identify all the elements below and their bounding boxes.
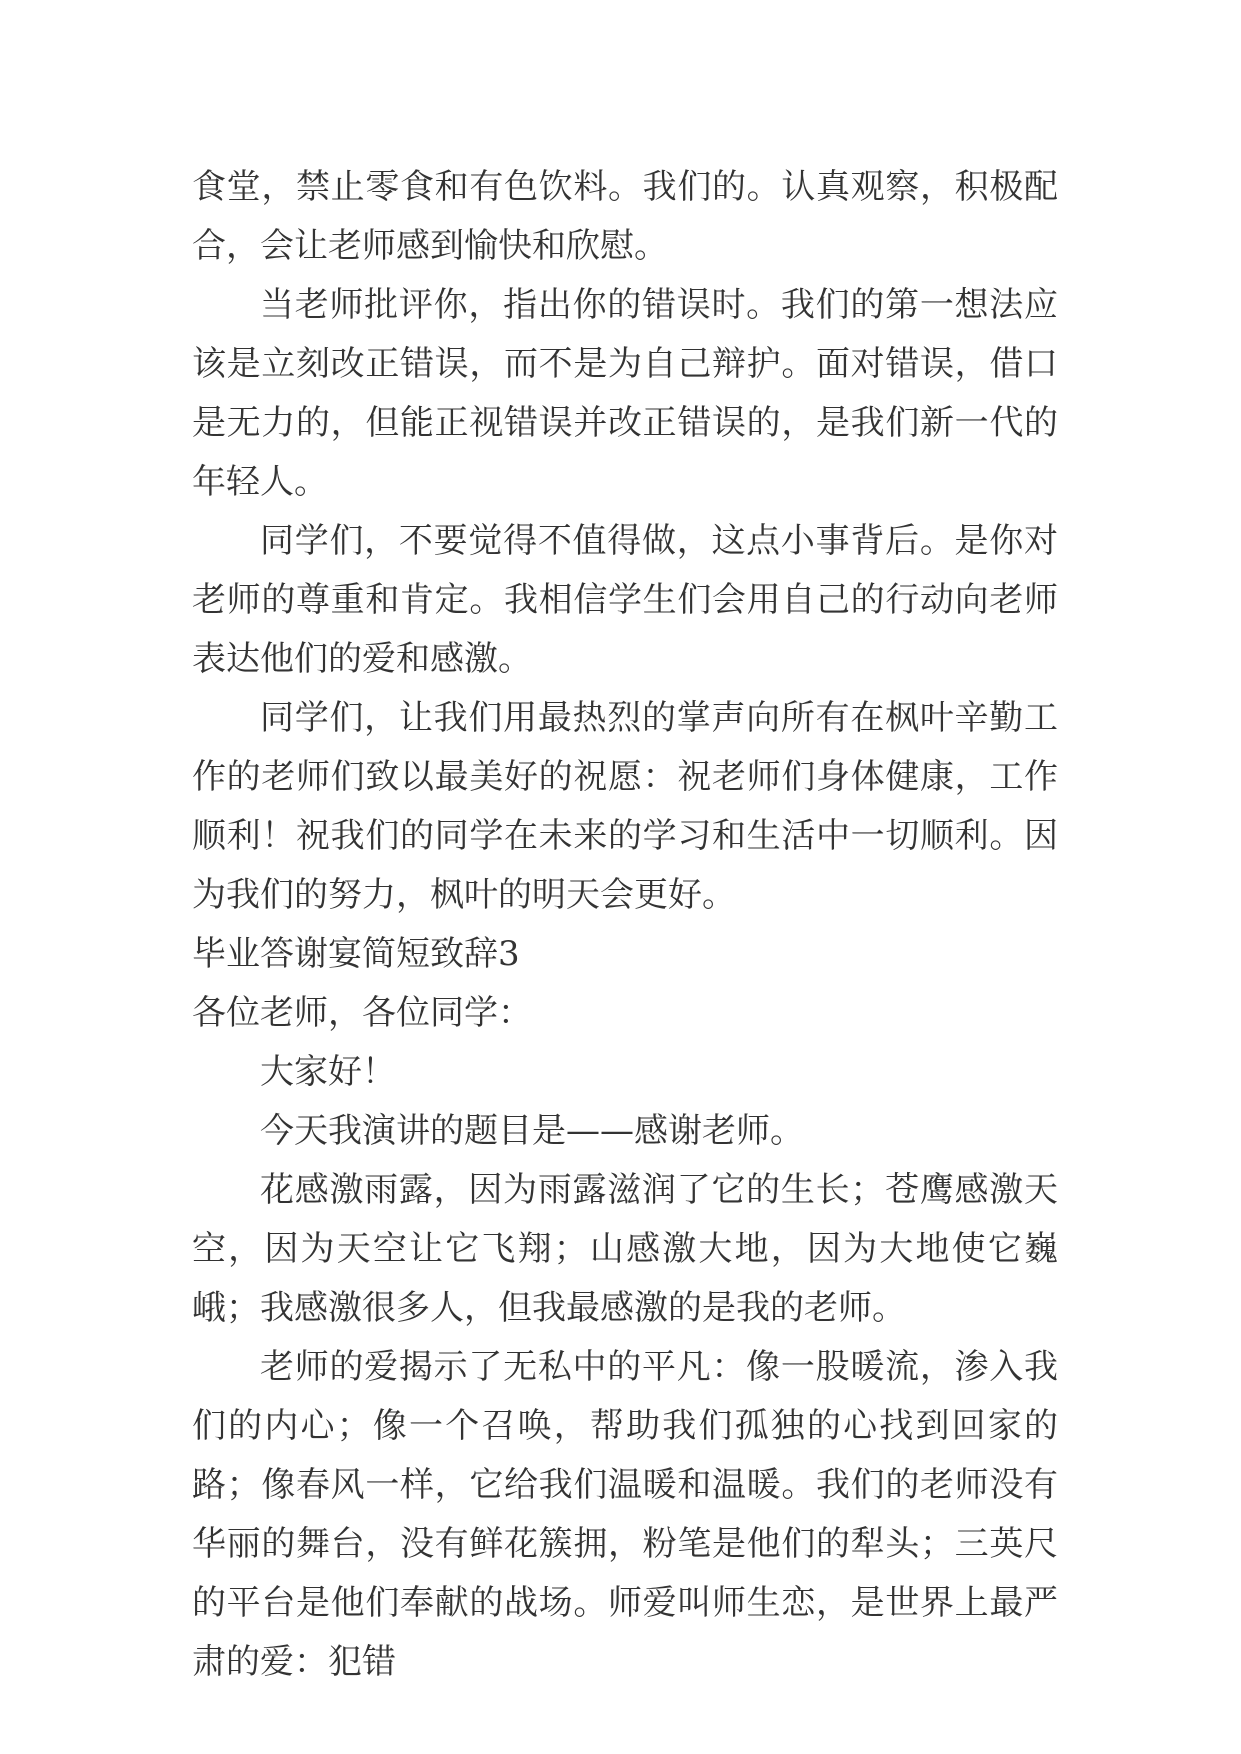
paragraph-10: 老师的爱揭示了无私中的平凡：像一股暖流，渗入我们的内心；像一个召唤，帮助我们孤独的心找到回家的路；像春风一样，它给我们温暖和温暖。我们的老师没有华丽的舞台，没有鲜花簇拥，粉笔是他们的犁头；三英尺的平台是他们奉献的战场。师爱叫师生恋，是世界上最严肃的爱：犯错 <box>192 1347 1058 1682</box>
paragraph-2: 当老师批评你，指出你的错误时。我们的第一想法应该是立刻改正错误，而不是为自己辩护。面对错误，借口是无力的，但能正视错误并改正错误的，是我们新一代的年轻人。 <box>192 285 1058 502</box>
salutation: 各位老师，各位同学： <box>192 993 532 1033</box>
paragraph-3: 同学们，不要觉得不值得做，这点小事背后。是你对老师的尊重和肯定。我相信学生们会用自己的行动向老师表达他们的爱和感激。 <box>192 521 1058 679</box>
section-heading: 毕业答谢宴简短致辞3 <box>192 934 520 974</box>
speech-topic: 今天我演讲的题目是——感谢老师。 <box>260 1111 804 1151</box>
document-body <box>192 158 1058 1692</box>
paragraph-9: 花感激雨露，因为雨露滋润了它的生长；苍鹰感激天空，因为天空让它飞翔；山感激大地，因为大地使它巍峨；我感激很多人，但我最感激的是我的老师。 <box>192 1170 1058 1328</box>
paragraph-1: 食堂，禁止零食和有色饮料。我们的。认真观察，积极配合，会让老师感到愉快和欣慰。 <box>192 167 1058 266</box>
greeting: 大家好！ <box>260 1052 396 1092</box>
paragraph-4: 同学们，让我们用最热烈的掌声向所有在枫叶辛勤工作的老师们致以最美好的祝愿：祝老师们身体健康，工作顺利！祝我们的同学在未来的学习和生活中一切顺利。因为我们的努力，枫叶的明天会更好。 <box>192 698 1058 915</box>
